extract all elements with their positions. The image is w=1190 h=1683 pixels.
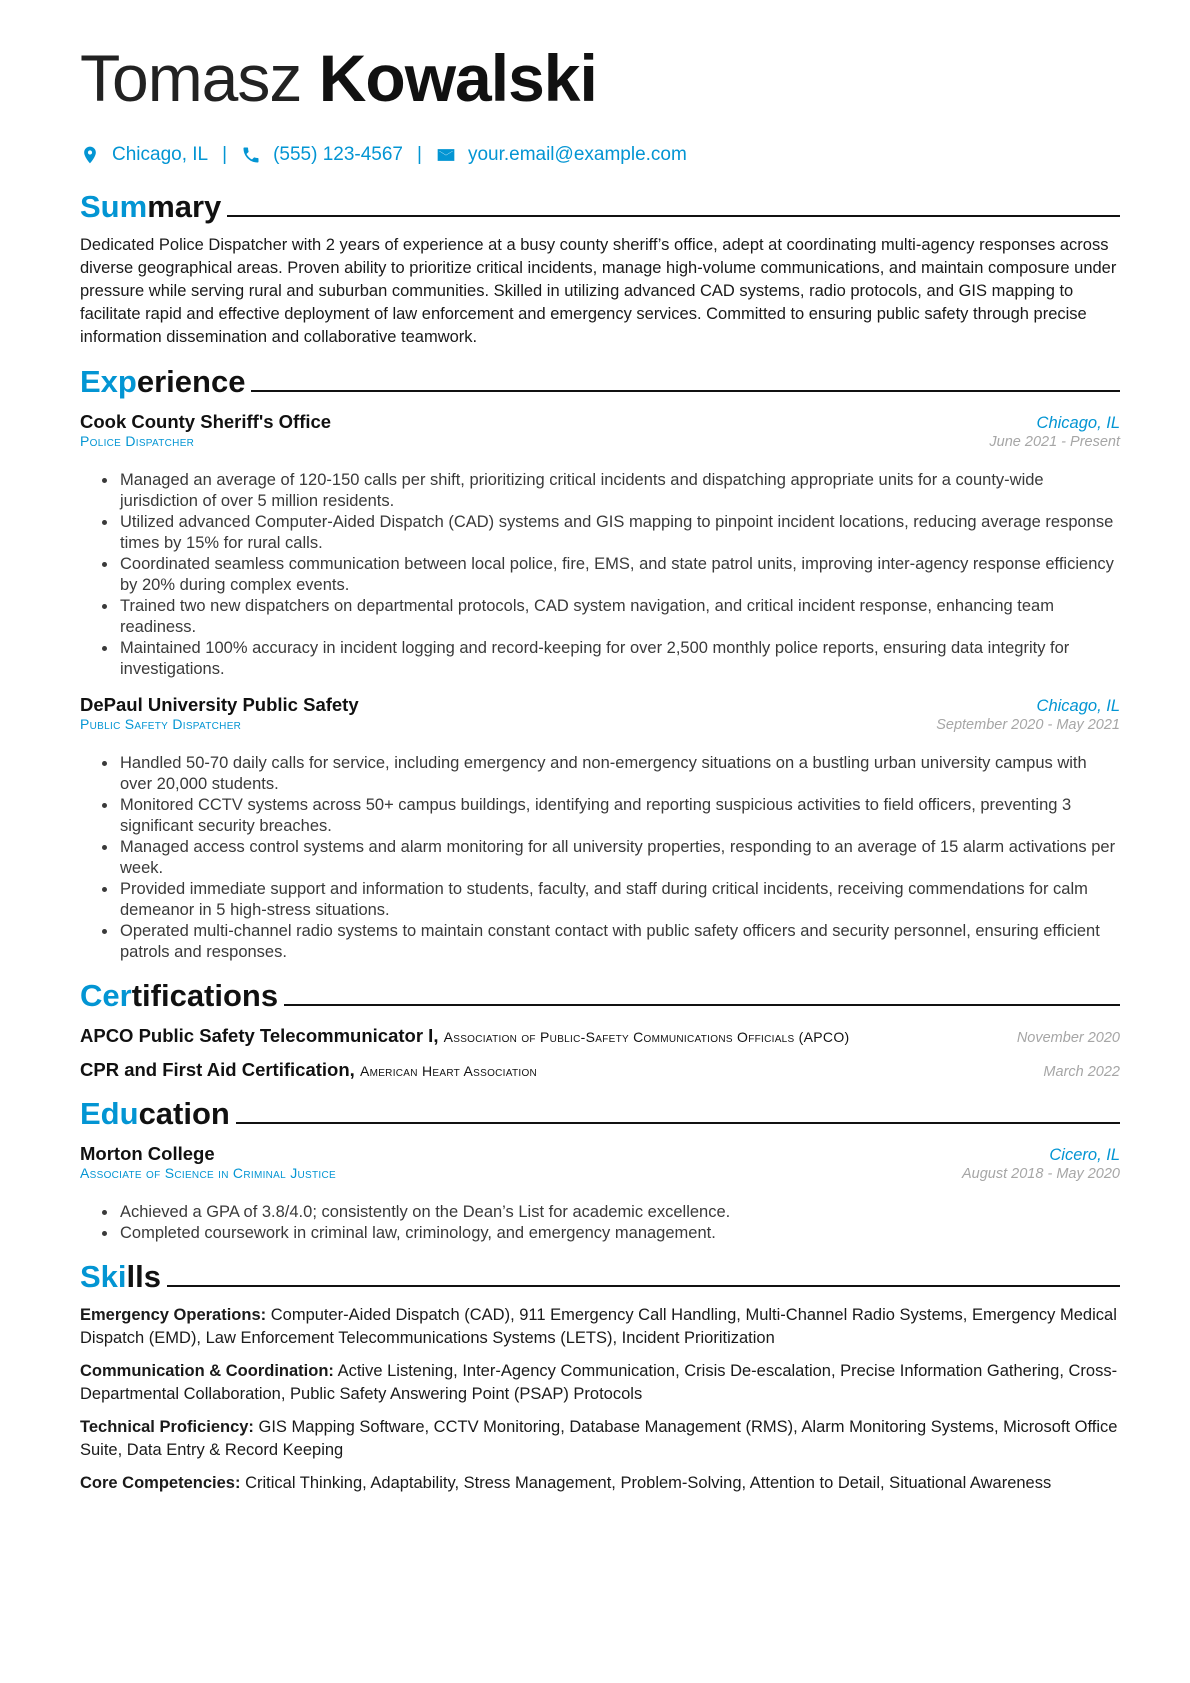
job-bullets (80, 753, 1120, 963)
contact-email[interactable] (436, 144, 687, 166)
first-name: Tomasz (80, 41, 302, 115)
map-marker-icon (80, 145, 100, 165)
skill-group (80, 1472, 1120, 1495)
bullet-item: • Managed access control systems and alarm monitoring for all university properties, responding to an average of 15 alarm activations per week. (118, 837, 1120, 879)
certification-name: APCO Public Safety Telecommunicator I (80, 1025, 434, 1046)
degree: Associate of Science in Criminal Justice (80, 1165, 336, 1181)
bullet-item: • Managed an average of 120-150 calls per shift, prioritizing critical incidents and dispatching appropriate units for a county-wide jurisdiction of over 5 million residents. (118, 470, 1120, 512)
bullet-item: • Handled 50-70 daily calls for service, including emergency and non-emergency situations on a bustling urban university campus with over 20,000 students. (118, 753, 1120, 795)
section-rule (284, 1004, 1120, 1006)
employer-name: DePaul University Public Safety (80, 694, 359, 715)
job-entry (80, 411, 1120, 680)
certifications-heading (80, 977, 1120, 1013)
contact-separator: | (222, 144, 228, 165)
section-title: Education (80, 1096, 230, 1131)
employer-name: Cook County Sheriff's Office (80, 411, 332, 432)
job-dates: September 2020 - May 2021 (936, 717, 1120, 733)
skill-group (80, 1304, 1120, 1350)
location-text: Chicago, IL (112, 144, 209, 165)
section-title: Experience (80, 364, 246, 399)
bullet-item: • Trained two new dispatchers on departmental protocols, CAD system navigation, and critical incident response, enhancing team readiness. (118, 596, 1120, 638)
summary-heading (80, 188, 1120, 224)
contact-separator: | (417, 144, 422, 165)
bullet-item: • Utilized advanced Computer-Aided Dispatch (CAD) systems and GIS mapping to pinpoint incident locations, reducing average response times by 15% for rural calls. (118, 512, 1120, 554)
job-title: Police Dispatcher (80, 433, 195, 449)
contact-phone[interactable] (241, 144, 403, 166)
certification-date: March 2022 (1043, 1064, 1120, 1080)
education-heading (80, 1095, 1120, 1131)
phone-text: (555) 123-4567 (273, 144, 403, 165)
contact-bar (80, 142, 1120, 168)
section-rule (251, 390, 1120, 392)
skill-group (80, 1360, 1120, 1406)
certification-issuer: American Heart Association (359, 1063, 538, 1079)
education-dates: August 2018 - May 2020 (962, 1166, 1120, 1182)
skills-heading (80, 1258, 1120, 1294)
section-title: Certifications (80, 978, 279, 1013)
envelope-icon (436, 145, 456, 165)
school-name: Morton College (80, 1143, 215, 1164)
skill-values: Active Listening, Inter-Agency Communication, Crisis De-escalation, Precise Information Gathering, Cross-Departmental Collaboration, Public Safety Answering Point (PSAP) Protocols (80, 1362, 1118, 1403)
summary-text: Dedicated Police Dispatcher with 2 years of experience at a busy county sheriff’s office, adept at coordinating multi-agency responses across diverse geographical areas. Proven ability to prioritize critical incidents, manage high-volume communications, and maintain composure under pressure while serving rural and suburban communities. Skilled in utilizing advanced CAD systems, radio protocols, and GIS mapping to facilitate rapid and effective deployment of law enforcement and emergency services. Committed to ensuring public safety through precise information dissemination and collaborative teamwork. (80, 236, 1117, 346)
skill-values: GIS Mapping Software, CCTV Monitoring, Database Management (RMS), Alarm Monitoring Systems, Microsoft Office Suite, Data Entry & Record Keeping (80, 1418, 1118, 1459)
school-location: Cicero, IL (1049, 1146, 1120, 1164)
phone-icon (241, 145, 261, 165)
education-bullets (80, 1202, 1120, 1244)
bullet-item: • Maintained 100% accuracy in incident logging and record-keeping for over 2,500 monthly police reports, ensuring data integrity for investigations. (118, 638, 1120, 680)
skill-values: Computer-Aided Dispatch (CAD), 911 Emergency Call Handling, Multi-Channel Radio Systems, Emergency Medical Dispatch (EMD), Law Enforcement Telecommunications Systems (LETS), Incident Prioritization (80, 1306, 1117, 1347)
skill-label: Core Competencies: (80, 1474, 241, 1492)
job-entry (80, 694, 1120, 963)
certification-name: CPR and First Aid Certification (80, 1059, 350, 1080)
certification-date: November 2020 (1016, 1030, 1120, 1046)
candidate-name (80, 40, 1120, 120)
job-title: Public Safety Dispatcher (80, 716, 242, 732)
section-rule (167, 1285, 1120, 1287)
section-rule (227, 215, 1120, 217)
certification-item: APCO Public Safety Telecommunicator I, Association of Public-Safety Communications Officials (APCO) November 2020 (80, 1025, 1120, 1046)
skill-group (80, 1416, 1120, 1462)
bullet-item: • Operated multi-channel radio systems to maintain constant contact with public safety officers and security personnel, ensuring efficient patrols and responses. (118, 921, 1120, 963)
section-rule (236, 1122, 1120, 1124)
certification-issuer: Association of Public-Safety Communications Officials (APCO) (443, 1029, 850, 1045)
job-bullets (80, 470, 1120, 680)
email-link: your.email@example.com (467, 144, 687, 165)
bullet-item: • Coordinated seamless communication between local police, fire, EMS, and state patrol units, improving inter-agency response efficiency by 20% during complex events. (118, 554, 1120, 596)
skill-label: Technical Proficiency: (80, 1418, 254, 1436)
job-location: Chicago, IL (1036, 414, 1120, 432)
education-entry (80, 1143, 1120, 1244)
job-location: Chicago, IL (1036, 697, 1120, 715)
skill-label: Emergency Operations: (80, 1306, 267, 1324)
section-title: Summary (80, 189, 222, 224)
section-title: Skills (80, 1259, 161, 1294)
skill-values: Critical Thinking, Adaptability, Stress Management, Problem-Solving, Attention to Detail, Situational Awareness (245, 1474, 1052, 1492)
contact-location (80, 144, 208, 166)
last-name: Kowalski (318, 41, 597, 115)
skill-label: Communication & Coordination: (80, 1362, 334, 1380)
bullet-item: • Completed coursework in criminal law, criminology, and emergency management. (118, 1223, 1120, 1244)
bullet-item: • Achieved a GPA of 3.8/4.0; consistently on the Dean’s List for academic excellence. (118, 1202, 1120, 1223)
experience-heading (80, 363, 1120, 399)
job-dates: June 2021 - Present (989, 434, 1120, 450)
certification-item: CPR and First Aid Certification, American Heart Association March 2022 (80, 1059, 1120, 1080)
bullet-item: • Monitored CCTV systems across 50+ campus buildings, identifying and reporting suspicious activities to field officers, preventing 3 significant security breaches. (118, 795, 1120, 837)
bullet-item: • Provided immediate support and information to students, faculty, and staff during critical incidents, receiving commendations for calm demeanor in 5 high-stress situations. (118, 879, 1120, 921)
